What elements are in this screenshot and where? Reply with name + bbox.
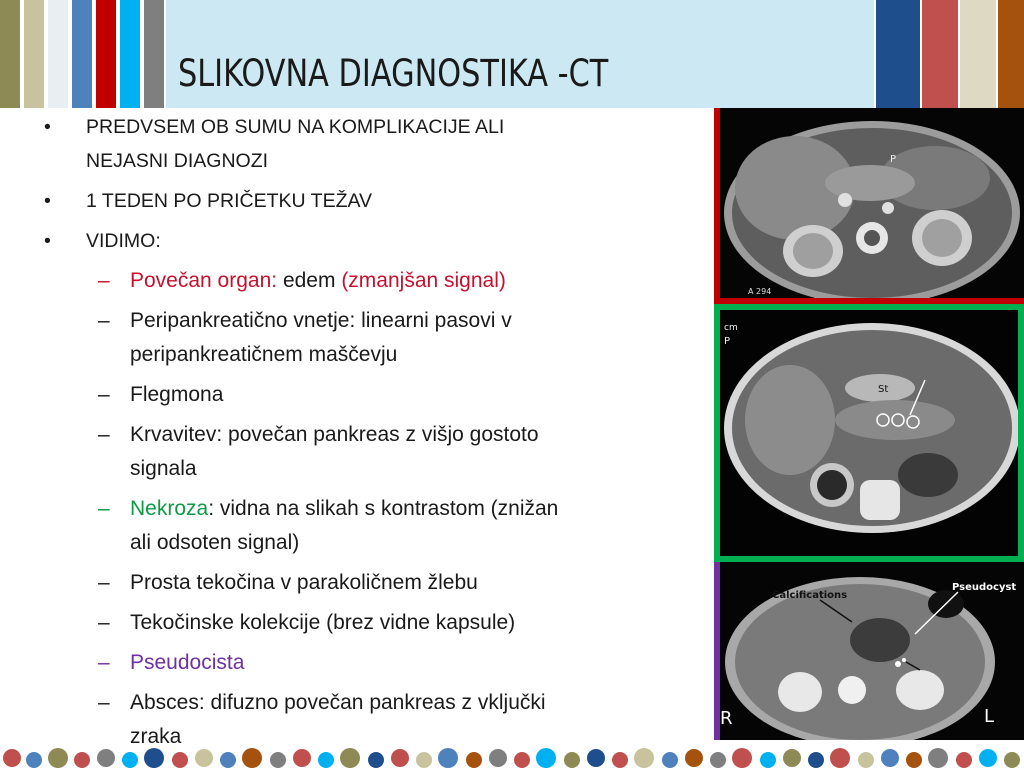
- sub-bullet-6: [44, 566, 694, 600]
- sub-text-red: Povečan organ:: [130, 269, 278, 292]
- ct-image-3: [714, 562, 1024, 740]
- sub-bullet-7: [44, 606, 694, 640]
- ct-label-l: L: [984, 706, 995, 727]
- dash: –: [98, 497, 110, 520]
- bullet-text: PREDVSEM OB SUMU NA KOMPLIKACIJE ALI: [86, 116, 505, 138]
- sub-text: ali odsoten signal): [130, 531, 300, 554]
- stripe-3: [48, 0, 68, 108]
- sub-bullet-2: [44, 304, 694, 372]
- sub-bullet-1: [44, 264, 694, 298]
- ct-scan-pancreas-edema: [720, 108, 1024, 298]
- sub-text: Prosta tekočina v parakoličnem žlebu: [130, 571, 478, 594]
- stripe-9: [922, 0, 958, 108]
- footer-dot-row: [3, 748, 1020, 768]
- bullet-text: VIDIMO:: [86, 230, 161, 252]
- stripe-1: [0, 0, 20, 108]
- dash: –: [98, 423, 110, 446]
- sub-bullet-8: [44, 646, 694, 680]
- bullet-text: 1 TEDEN PO PRIČETKU TEŽAV: [86, 190, 373, 212]
- sub-text: Flegmona: [130, 383, 224, 406]
- sub-text-green: Nekroza: [130, 497, 209, 520]
- dash: –: [98, 571, 110, 594]
- bullet-1-cont: [44, 144, 694, 178]
- ct-scan-necrosis: [720, 310, 1018, 556]
- decorative-footer-dots: [0, 740, 1024, 768]
- bullet-dot: •: [44, 190, 51, 212]
- bullet-3: [44, 224, 694, 258]
- sub-text: Peripankreatično vnetje: linearni pasovi v: [130, 309, 512, 332]
- ct-label-cm: cm: [724, 323, 738, 333]
- bullet-dot: •: [44, 116, 51, 138]
- ct-label-p: P: [724, 336, 731, 347]
- stripe-2: [24, 0, 44, 108]
- ct-label-r: R: [720, 708, 733, 729]
- dash: –: [98, 611, 110, 634]
- ct-label-st: St: [878, 384, 889, 395]
- ct-image-2: [714, 304, 1024, 562]
- dash: –: [98, 651, 110, 674]
- sub-text: Absces: difuzno povečan pankreas z vključki: [130, 691, 546, 714]
- stripe-5: [96, 0, 116, 108]
- slide-header: [0, 0, 1024, 108]
- sub-text: peripankreatičnem maščevju: [130, 343, 398, 366]
- stripe-10: [960, 0, 996, 108]
- bullet-2: [44, 184, 694, 218]
- sub-bullet-3: [44, 378, 694, 412]
- ct-label-a: A 294: [748, 287, 772, 296]
- dash: –: [98, 309, 110, 332]
- stripe-4: [72, 0, 92, 108]
- stripe-8: [876, 0, 920, 108]
- ct-scan-pseudocyst: [720, 562, 1024, 740]
- sub-text: Krvavitev: povečan pankreas z višjo gostoto: [130, 423, 539, 446]
- sub-bullet-5: [44, 492, 694, 560]
- ct-label-calcifications: Calcifications: [772, 590, 848, 601]
- sub-text: : vidna na slikah s kontrastom (znižan: [208, 497, 559, 520]
- bullet-text: NEJASNI DIAGNOZI: [86, 150, 269, 172]
- stripe-6: [120, 0, 140, 108]
- bullet-dot: •: [44, 230, 51, 252]
- sub-text: edem: [277, 269, 342, 292]
- sub-text-purple: Pseudocista: [130, 651, 245, 674]
- ct-image-1: [714, 108, 1024, 304]
- sub-text: signala: [130, 457, 197, 480]
- sub-text-red: (zmanjšan signal): [341, 269, 506, 292]
- ct-label-pseudocyst: Pseudocyst: [952, 582, 1017, 593]
- dash: –: [98, 269, 110, 292]
- ct-label-p: P: [890, 154, 897, 165]
- sub-bullet-4: [44, 418, 694, 486]
- dash: –: [98, 691, 110, 714]
- slide-body: [44, 110, 694, 760]
- stripe-7: [144, 0, 164, 108]
- dash: –: [98, 383, 110, 406]
- sub-text: zraka: [130, 725, 182, 748]
- sub-text: Tekočinske kolekcije (brez vidne kapsule): [130, 611, 516, 634]
- slide-title: SLIKOVNA DIAGNOSTIKA -CT: [178, 52, 609, 95]
- bullet-1: [44, 110, 694, 144]
- stripe-11: [998, 0, 1024, 108]
